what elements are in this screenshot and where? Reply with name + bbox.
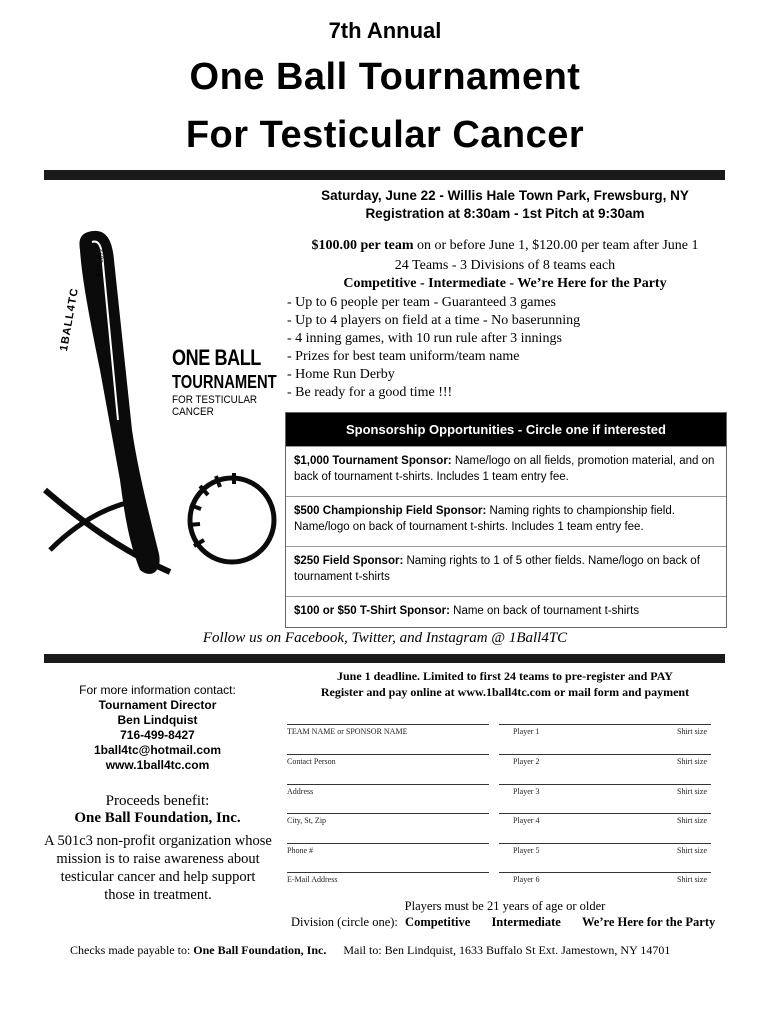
tournament-logo [40,220,280,600]
sponsor-level-250[interactable] [286,546,726,596]
city-line[interactable] [287,813,489,814]
email-line[interactable] [287,872,489,873]
benefit-label: Proceeds benefit: [105,793,210,809]
sponsor-level-tshirt[interactable] [286,596,726,627]
benefit-org: One Ball Foundation, Inc. [74,810,241,826]
checks-label: Checks made payable to: [70,943,194,957]
address-label: Address [287,787,314,796]
sponsor-level-title: $500 Championship Field Sponsor: [294,505,487,517]
division-label: Division (circle one): [291,915,398,929]
address-line[interactable] [287,784,489,785]
logo-line-4: CANCER [172,406,214,418]
age-note: Players must be 21 years of age or older [404,899,606,913]
player-1-label: Player 1 [513,727,540,736]
divisions-line: Competitive - Intermediate - We’re Here for the Party [343,276,667,291]
rule-item: - Prizes for best team uniform/team name [287,349,520,364]
sponsor-level-desc: Naming rights to championship field. Name/logo on back of tournament t-shirts. Includes 1 team entry fee. [294,505,675,533]
contact-person-label: Contact Person [287,757,336,766]
player-4-line[interactable] [499,813,711,814]
title-line-1: One Ball Tournament [189,56,581,98]
sponsor-level-1000[interactable] [286,446,726,496]
shirt-size-label: Shirt size [677,757,707,766]
mail-address: Mail to: Ben Lindquist, 1633 Buffalo St Ext. Jamestown, NY 14701 [343,943,671,957]
contact-phone: 716-499-8427 [120,728,195,742]
rule-item: - Be ready for a good time !!! [287,385,453,400]
logo-line-2: TOURNAMENT [172,372,277,392]
sponsorship-header: Sponsorship Opportunities - Circle one if interested [286,413,726,446]
phone-line[interactable] [287,843,489,844]
contact-email[interactable]: 1ball4tc@hotmail.com [93,743,222,757]
logo-line-3: FOR TESTICULAR [172,394,258,406]
contact-person-line[interactable] [287,754,489,755]
phone-label: Phone # [287,846,313,855]
rule-item: - 4 inning games, with 10 run rule after 3 innings [287,331,562,346]
shirt-size-label: Shirt size [677,816,707,825]
contact-role: Tournament Director [98,698,217,712]
player-4-label: Player 4 [513,816,540,825]
email-label: E-Mail Address [287,875,338,884]
logo-est-text: EST. 2014 [96,248,107,278]
rule-item: - Home Run Derby [287,367,395,382]
sponsor-level-title: $250 Field Sponsor: [294,555,404,567]
logo-handle-text: 1BALL4TC [58,286,81,353]
event-date-location: Saturday, June 22 - Willis Hale Town Park, Frewsburg, NY [321,188,689,203]
rule-item: - Up to 4 players on field at a time - No baserunning [287,313,581,328]
logo-line-1: ONE BALL [172,345,261,370]
checks-org: One Ball Foundation, Inc. [193,943,327,957]
sponsor-level-desc: Naming rights to 1 of 5 other fields. Name/logo on back of tournament t-shirts [294,555,700,583]
city-label: City, St, Zip [287,816,327,825]
footer-line [70,943,670,958]
player-5-line[interactable] [499,843,711,844]
bat-shape [79,231,159,574]
middle-divider [44,654,725,663]
player-3-line[interactable] [499,784,711,785]
shirt-size-label: Shirt size [677,846,707,855]
rules-list [287,294,580,402]
pricing-line [285,238,725,254]
division-select [291,915,715,930]
sponsor-level-500[interactable] [286,496,726,546]
registration-online: Register and pay online at www.1ball4tc.com or mail form and payment [320,685,690,699]
price-rest: on or before June 1, $120.00 per team after June 1 [413,238,699,253]
registration-deadline: June 1 deadline. Limited to first 24 teams to pre-register and PAY [337,669,673,683]
sponsor-level-desc: Name/logo on all fields, promotion material, and on back of tournament t-shirts. Includes 1 team entry fee. [294,455,715,483]
contact-block [40,683,275,773]
division-option-competitive[interactable]: Competitive [405,915,471,929]
team-name-line[interactable] [287,724,489,725]
subtitle: 7th Annual [328,18,442,43]
player-3-label: Player 3 [513,787,540,796]
sponsor-level-title: $1,000 Tournament Sponsor: [294,455,452,467]
shirt-size-label: Shirt size [677,787,707,796]
shirt-size-label: Shirt size [677,727,707,736]
price-bold: $100.00 per team [311,238,414,253]
contact-intro: For more information contact: [79,683,236,697]
contact-website[interactable]: www.1ball4tc.com [105,758,210,772]
social-line: Follow us on Facebook, Twitter, and Instagram @ 1Ball4TC [202,630,568,646]
sponsor-level-title: $100 or $50 T-Shirt Sponsor: [294,605,450,617]
division-option-intermediate[interactable]: Intermediate [491,915,561,929]
division-option-party[interactable]: We’re Here for the Party [581,915,716,929]
player-6-label: Player 6 [513,875,540,884]
player-5-label: Player 5 [513,846,540,855]
team-name-label: TEAM NAME or SPONSOR NAME [287,727,408,736]
header-divider [44,170,725,180]
teams-line: 24 Teams - 3 Divisions of 8 teams each [394,258,616,273]
player-6-line[interactable] [499,872,711,873]
sponsor-level-desc: Name on back of tournament t-shirts [449,605,640,617]
title-line-2: For Testicular Cancer [185,114,585,156]
player-2-label: Player 2 [513,757,540,766]
contact-name: Ben Lindquist [117,713,198,727]
player-2-line[interactable] [499,754,711,755]
shirt-size-label: Shirt size [677,875,707,884]
event-times: Registration at 8:30am - 1st Pitch at 9:30am [365,206,645,221]
benefit-mission: A 501c3 non-profit organization whose mission is to raise awareness about testicular cancer and help support those in treatment. [44,833,272,903]
sponsorship-box [285,412,727,628]
player-1-line[interactable] [499,724,711,725]
rule-item: - Up to 6 people per team - Guaranteed 3 games [287,295,557,310]
